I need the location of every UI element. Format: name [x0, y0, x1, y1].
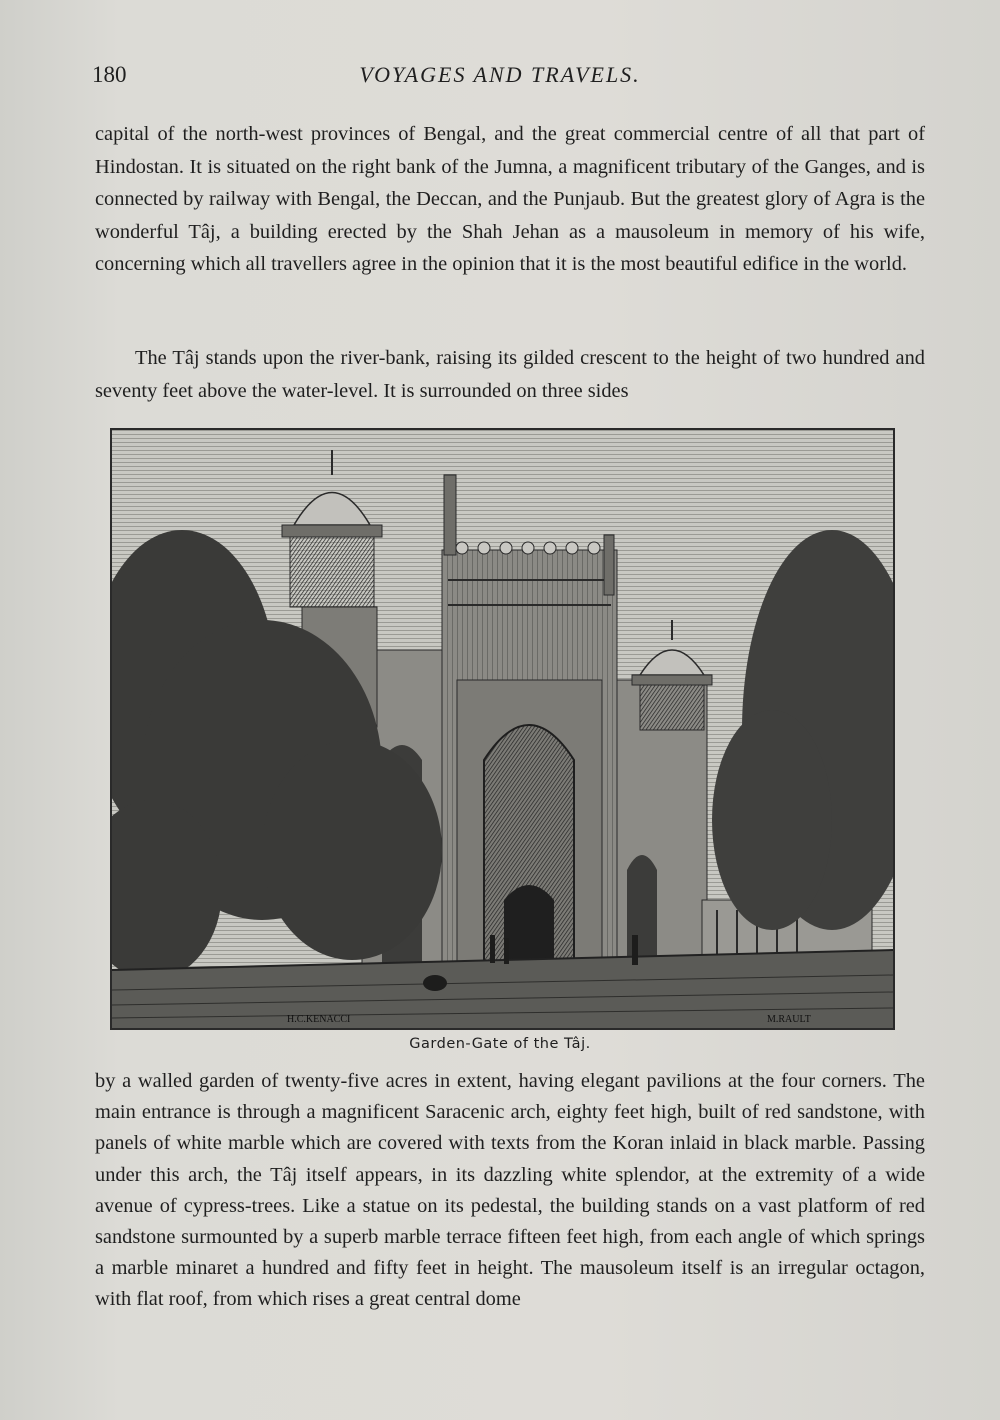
page-header [92, 62, 908, 102]
paragraph-1: capital of the north-west provinces of Bengal, and the great commercial centre of all that part of Hindostan. It is situated on the right bank of the Jumna, a magnificent tributary of the Ganges, and is connected by railway with Bengal, the Deccan, and the Punjaub. But the greatest glory of Agra is the wonderful Tâj, a building erected by the Shah Jehan as a mausoleum in memory of his wife, concerning which all travellers agree in the opinion that it is the most beautiful edifice in the world. [95, 123, 925, 275]
paragraph-2: The Tâj stands upon the river-bank, raising its gilded crescent to the height of two hundred and seventy feet above the water-level. It is surrounded on three sides [95, 347, 925, 402]
page-number: 180 [92, 62, 127, 87]
figure-caption: Garden-Gate of the Tâj. [409, 1036, 591, 1052]
engraving-illustration [112, 430, 893, 1028]
running-head: VOYAGES AND TRAVELS. [359, 62, 641, 87]
engraver-signature: H.C.KENACCI [287, 1014, 351, 1025]
paragraph-3: by a walled garden of twenty-five acres in extent, having elegant pavilions at the four corners. The main entrance is through a magnificent Saracenic arch, eighty feet high, built of red sandstone, with panels of white marble which are covered with texts from the Koran inlaid in black marble. Passing under this arch, the Tâj itself appears, in its dazzling white splendor, at the extremity of a wide avenue of cypress-trees. Like a statue on its pedestal, the building stands on a vast platform of red sandstone surmounted by a superb marble terrace fifteen feet high, from each angle of which springs a marble minaret a hundred and fifty feet in height. The mausoleum itself is an irregular octagon, with flat roof, from which rises a great central dome [95, 1070, 925, 1311]
artist-signature: M.RAULT [767, 1014, 811, 1025]
engraving-garden-gate [110, 428, 895, 1030]
